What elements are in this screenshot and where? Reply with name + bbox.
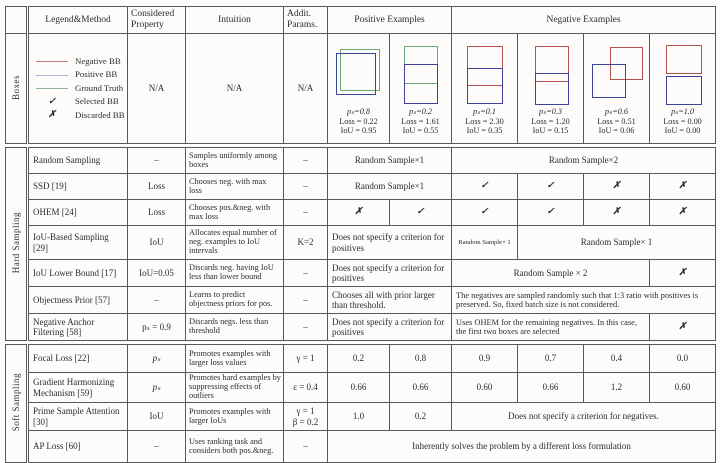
table-row <box>6 345 716 373</box>
boxes-property-na: N/A <box>128 34 186 144</box>
cell-negative: Does not specify a criterion for negatives. <box>452 403 716 431</box>
table-row <box>6 200 716 226</box>
cell-positive: Random Sample×1 <box>328 174 452 200</box>
cell-positive: Does not specify a criterion for positives <box>328 314 452 341</box>
selection-mark: ✗ <box>328 200 390 226</box>
legend-item-selected: ✓ Selected BB <box>35 95 125 109</box>
cell-params: – <box>284 200 328 226</box>
cell-params: – <box>284 174 328 200</box>
cell-property: pₛ <box>128 373 186 403</box>
cell-intuition: Learns to predict objectness priors for pos. <box>186 287 284 314</box>
cell-intuition: Chooses pos.&neg. with max loss <box>186 200 284 226</box>
positive-box <box>535 73 569 105</box>
cell-params: – <box>284 431 328 463</box>
cell-params <box>284 403 328 431</box>
cell-method: Focal Loss [22] <box>28 345 128 373</box>
negative-example-cell <box>452 34 518 144</box>
positive-box <box>404 64 438 104</box>
cell-intuition: Promotes hard examples by suppressing effects of outliers <box>186 373 284 403</box>
cell-intuition: Samples uniformly among boxes <box>186 148 284 174</box>
cell-negative: 0.9 <box>452 345 518 373</box>
header-row <box>6 7 716 34</box>
hard-sampling-table <box>5 147 716 341</box>
selection-mark: ✓ <box>518 200 584 226</box>
boxes-row <box>6 34 716 144</box>
bounding-box-diagram <box>589 44 645 106</box>
positive-example-cell <box>390 34 452 144</box>
cell-property: – <box>128 148 186 174</box>
cell-params: – <box>284 148 328 174</box>
example-loss: Loss = 2.30 <box>465 116 504 126</box>
cell-negative: 0.7 <box>518 345 584 373</box>
cell-method: OHEM [24] <box>28 200 128 226</box>
selection-mark: ✗ <box>584 200 650 226</box>
cell-negative: 0.0 <box>650 345 716 373</box>
table-row <box>6 373 716 403</box>
cell-property: IoU <box>128 403 186 431</box>
cell-intuition: Promotes examples with larger loss values <box>186 345 284 373</box>
cell-intuition: Allocates equal number of neg. examples to IoU intervals <box>186 226 284 260</box>
positive-box <box>336 53 376 95</box>
cell-params: γ = 1 <box>284 345 328 373</box>
cell-negative: Random Sample×2 <box>452 148 716 174</box>
header-negative-examples: Negative Examples <box>452 7 716 34</box>
example-score: pₛ=0.6 <box>605 107 628 117</box>
negative-bb-line-icon <box>35 61 69 62</box>
selection-mark: ✗ <box>650 200 716 226</box>
example-iou: IoU = 0.00 <box>664 126 701 136</box>
header-positive-examples: Positive Examples <box>328 7 452 34</box>
cell-intuition: Discards neg. having IoU less than lower bound <box>186 260 284 287</box>
cell-params: ε = 0.4 <box>284 373 328 403</box>
cell-params: – <box>284 314 328 341</box>
boxes-section-table <box>5 6 716 144</box>
positive-example-cell <box>328 34 390 144</box>
example-iou: IoU = 0.35 <box>466 126 503 136</box>
positive-box <box>592 64 626 98</box>
cell-method: IoU Lower Bound [17] <box>28 260 128 287</box>
cell-negative: The negatives are sampled randomly such that 1:3 ratio with positives is preserved. So, fixed batch size is not considered. <box>452 287 716 314</box>
cell-intuition: Chooses neg. with max loss <box>186 174 284 200</box>
legend-cell <box>28 34 128 144</box>
selection-mark: ✓ <box>390 200 452 226</box>
positive-box <box>467 68 503 104</box>
cell-intuition: Discards negs. less than threshold <box>186 314 284 341</box>
cell-method: IoU-Based Sampling [29] <box>28 226 128 260</box>
cell-method: AP Loss [60] <box>28 431 128 463</box>
table-row <box>6 287 716 314</box>
cell-property: Loss <box>128 200 186 226</box>
selection-mark: ✓ <box>452 174 518 200</box>
cell-intuition: Promotes examples with larger IoUs <box>186 403 284 431</box>
example-score: pₛ=0.1 <box>473 107 496 117</box>
cell-positive: 0.2 <box>328 345 390 373</box>
param-line: β = 0.2 <box>292 416 319 427</box>
cell-method: Negative Anchor Filtering [58] <box>28 314 128 341</box>
selection-mark: ✓ <box>518 174 584 200</box>
cell-negative: Uses OHEM for the remaining negatives. In this case, the first two boxes are selected <box>452 314 650 341</box>
cell-negative: 0.66 <box>518 373 584 403</box>
bounding-box-diagram <box>393 44 449 106</box>
legend-item-positive: Positive BB <box>35 68 125 82</box>
cell-property: Loss <box>128 174 186 200</box>
example-score: pₛ=0.2 <box>409 107 432 117</box>
bounding-box-diagram <box>655 44 711 106</box>
cell-positive: 1.0 <box>328 403 390 431</box>
cell-positive: 0.2 <box>390 403 452 431</box>
cell-positive: Does not specify a criterion for positives <box>328 260 452 287</box>
cell-method: Random Sampling <box>28 148 128 174</box>
ground-truth-line-icon <box>35 88 69 89</box>
negative-example-cell <box>650 34 716 144</box>
cell-params: – <box>284 260 328 287</box>
legend-item-discarded: ✗ Discarded BB <box>35 109 125 123</box>
table-row <box>6 431 716 463</box>
negative-example-cell <box>584 34 650 144</box>
cell-method: Gradient Harmonizing Mechanism [59] <box>28 373 128 403</box>
cell-negative: 1.2 <box>584 373 650 403</box>
bounding-box-diagram <box>457 44 513 106</box>
header-considered-property: Considered Property <box>128 7 186 34</box>
example-iou: IoU = 0.95 <box>340 126 377 136</box>
group-label-hard-sampling: Hard Sampling <box>6 148 28 341</box>
example-score: pₛ=1.0 <box>671 107 694 117</box>
corner-cell <box>6 7 28 34</box>
positive-box <box>666 76 702 105</box>
cell-negative: Random Sample × 2 <box>452 260 650 287</box>
example-loss: Loss = 1.20 <box>531 116 570 126</box>
group-label-soft-sampling: Soft Sampling <box>6 345 28 463</box>
legend-item-ground-truth: Ground Truth <box>35 82 125 96</box>
bounding-box-diagram <box>331 44 387 106</box>
cell-intuition: Uses ranking task and considers both pos.&neg. <box>186 431 284 463</box>
cell-method: Objectness Prior [57] <box>28 287 128 314</box>
table-row <box>6 260 716 287</box>
positive-bb-line-icon <box>35 75 69 76</box>
bounding-box-diagram <box>523 44 579 106</box>
example-loss: Loss = 0.51 <box>597 116 636 126</box>
header-legend-method: Legend&Method <box>28 7 128 34</box>
header-intuition: Intuition <box>186 7 284 34</box>
cell-positive: Chooses all with prior larger than threshold. <box>328 287 452 314</box>
soft-sampling-table <box>5 344 716 463</box>
boxes-params-na: N/A <box>284 34 328 144</box>
table-row <box>6 174 716 200</box>
group-label-boxes: Boxes <box>6 34 28 144</box>
selection-mark: ✗ <box>650 260 716 287</box>
cell-positive: 0.66 <box>328 373 390 403</box>
cell-params: – <box>284 287 328 314</box>
example-iou: IoU = 0.55 <box>402 126 439 136</box>
cell-params: K=2 <box>284 226 328 260</box>
selection-mark: ✓ <box>452 200 518 226</box>
table-row <box>6 148 716 174</box>
selection-mark: ✗ <box>650 314 716 341</box>
cell-property: – <box>128 431 186 463</box>
example-score: pₛ=0.3 <box>539 107 562 117</box>
cell-property: pₛ = 0.9 <box>128 314 186 341</box>
boxes-intuition-na: N/A <box>186 34 284 144</box>
example-loss: Loss = 1.61 <box>401 116 440 126</box>
negative-example-cell <box>518 34 584 144</box>
table-row <box>6 314 716 341</box>
cell-positive: Does not specify a criterion for positives <box>328 226 452 260</box>
cell-positive: 0.8 <box>390 345 452 373</box>
table-row <box>6 226 716 260</box>
negative-box <box>666 45 702 74</box>
selection-mark: ✗ <box>650 174 716 200</box>
legend-item-negative: Negative BB <box>35 55 125 69</box>
cell-positive: Random Sample×1 <box>328 148 452 174</box>
cell-method: Prime Sample Attention [30] <box>28 403 128 431</box>
cell-positive-negative-span: Inherently solves the problem by a different loss formulation <box>328 431 716 463</box>
cell-property: IoU <box>128 226 186 260</box>
example-score: pₛ=0.8 <box>347 107 370 117</box>
param-line: γ = 1 <box>296 406 315 417</box>
example-iou: IoU = 0.06 <box>598 126 635 136</box>
example-loss: Loss = 0.22 <box>339 116 378 126</box>
cell-property: – <box>128 287 186 314</box>
cell-negative: Random Sample× 1 <box>518 226 716 260</box>
cell-method: SSD [19] <box>28 174 128 200</box>
cell-negative: 0.4 <box>584 345 650 373</box>
cell-negative: Random Sample× 1 <box>452 226 518 260</box>
cell-negative: 0.60 <box>452 373 518 403</box>
selection-mark: ✗ <box>584 174 650 200</box>
cross-icon: ✗ <box>48 110 56 121</box>
header-addit-params: Addit. Params. <box>284 7 328 34</box>
cell-property: pₛ <box>128 345 186 373</box>
cell-positive: 0.66 <box>390 373 452 403</box>
check-icon: ✓ <box>48 96 56 107</box>
example-loss: Loss = 0.00 <box>663 116 702 126</box>
table-row <box>6 403 716 431</box>
cell-property: IoU=0.05 <box>128 260 186 287</box>
example-iou: IoU = 0.15 <box>532 126 569 136</box>
cell-negative: 0.60 <box>650 373 716 403</box>
